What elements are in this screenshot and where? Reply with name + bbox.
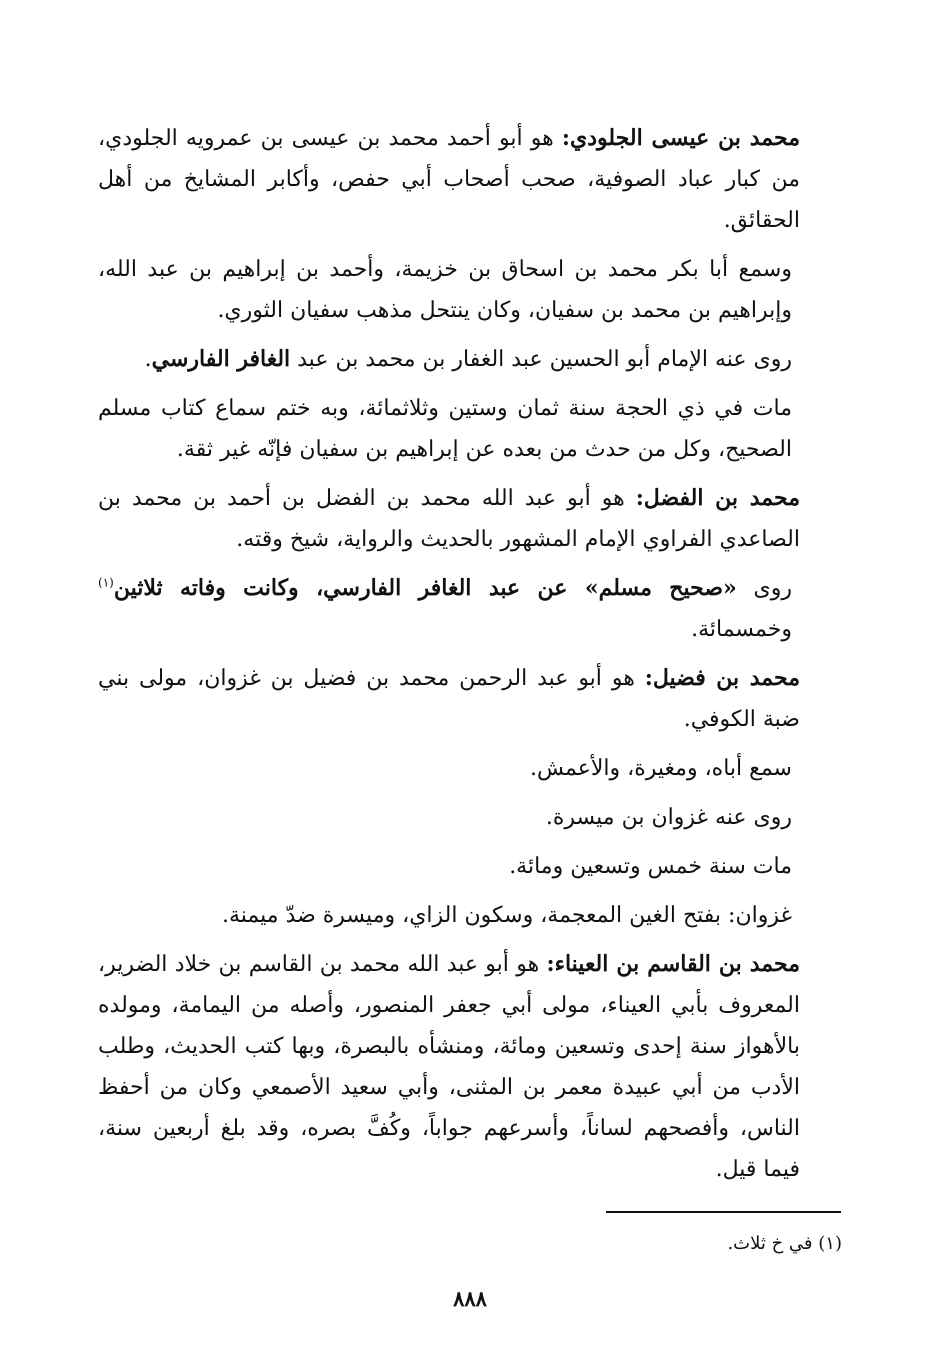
entry-aynaa: [98, 944, 840, 1190]
entry-body: هو أبو أحمد محمد بن عيسى بن عمرويه الجلودي، من كبار عباد الصوفية، صحب أصحاب أبي حفص، وأكابر المشايخ من أهل الحقائق.: [98, 126, 800, 233]
paragraph: [98, 748, 840, 789]
paragraph-text: روى: [736, 576, 792, 601]
entry-fadl: [98, 478, 840, 560]
paragraph: [98, 846, 840, 887]
entry-heading: محمد بن فضيل:: [644, 665, 800, 691]
paragraph-text: سمع أباه، ومغيرة، والأعمش.: [529, 756, 792, 781]
paragraph-text: مات سنة خمس وتسعين ومائة.: [509, 854, 792, 879]
paragraph-bold-text: الغافر الفارسي: [151, 346, 291, 372]
footnote-marker[interactable]: (١): [98, 575, 114, 590]
main-text: [98, 118, 840, 1198]
paragraph-end: .: [144, 347, 152, 372]
paragraph-text: روى عنه غزوان بن ميسرة.: [545, 805, 792, 830]
paragraph: [98, 895, 840, 936]
paragraph-text: مات في ذي الحجة سنة ثمان وستين وثلاثمائة، وبه ختم سماع كتاب مسلم الصحيح، وكل من حدث من بعده عن إبراهيم بن سفيان فإنّه غير ثقة.: [98, 396, 792, 462]
entry-heading: محمد بن الفضل:: [635, 485, 800, 511]
page-number: ٨٨٨: [453, 1286, 487, 1311]
paragraph-end: وخمسمائة.: [691, 617, 792, 642]
paragraph: [98, 388, 840, 470]
paragraph-text: روى عنه الإمام أبو الحسين عبد الغفار بن محمد بن عبد: [290, 347, 792, 372]
entry-body: هو أبو عبد الرحمن محمد بن فضيل بن غزوان، مولى بني ضبة الكوفي.: [98, 666, 800, 732]
entry-fudayl: [98, 658, 840, 740]
entry-heading: محمد بن عيسى الجلودي:: [561, 125, 800, 151]
paragraph-bold-text: «صحيح مسلم» عن عبد الغافر الفارسي، وكانت وفاته ثلاثين: [113, 575, 737, 601]
paragraph: [98, 339, 840, 380]
entry-body: هو أبو عبد الله محمد بن القاسم بن خلاد الضرير، المعروف بأبي العيناء، مولى أبي جعفر المنصور، وأصله من اليمامة، ومولده بالأهواز سنة إحدى وتسعين ومائة، ومنشأه بالبصرة، وبها كتب الحديث، وطلب الأدب من أبي عبيدة معمر بن المثنى، وأبي سعيد الأصمعي وكان من أحفظ الناس، وأفصحهم لساناً، وأسرعهم جواباً، وكُفَّ بصره، وقد بلغ أربعين سنة، فيما قيل.: [98, 952, 800, 1182]
footnote-divider: [606, 1211, 841, 1213]
entry-heading: محمد بن القاسم بن العيناء:: [546, 951, 800, 977]
paragraph: [98, 249, 840, 331]
paragraph: [98, 797, 840, 838]
entry-jaludi: [98, 118, 840, 241]
entry-body: هو أبو عبد الله محمد بن الفضل بن أحمد بن محمد بن الصاعدي الفراوي الإمام المشهور بالحديث والرواية، شيخ وقته.: [98, 486, 800, 552]
paragraph-text: وسمع أبا بكر محمد بن اسحاق بن خزيمة، وأحمد بن إبراهيم بن عبد الله، وإبراهيم بن محمد بن سفيان، وكان ينتحل مذهب سفيان الثوري.: [98, 257, 792, 323]
paragraph: [98, 568, 840, 650]
paragraph-text: غزوان: بفتح الغين المعجمة، وسكون الزاي، وميسرة ضدّ ميمنة.: [221, 903, 792, 928]
footnote: (١) في خ ثلاث.: [727, 1233, 842, 1254]
